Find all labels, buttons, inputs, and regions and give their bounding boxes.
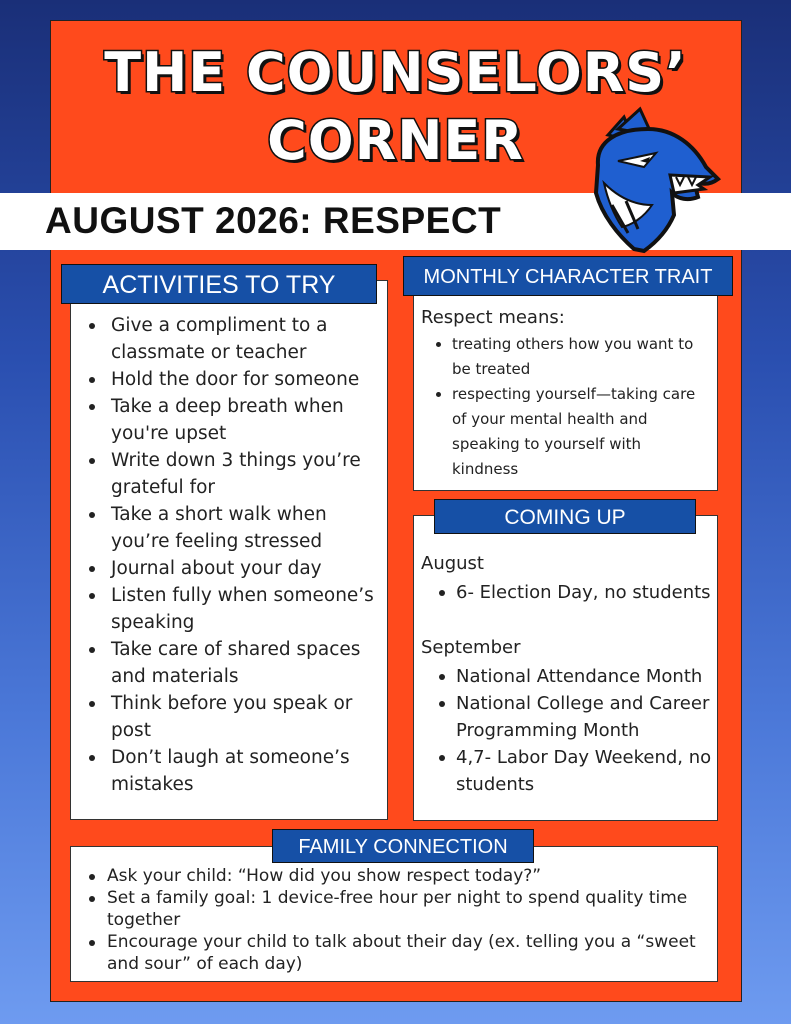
list-item: 4,7- Labor Day Weekend, no students: [414, 744, 714, 798]
family-list: [71, 865, 715, 975]
trait-list: [414, 332, 712, 482]
list-item: Journal about your day: [71, 555, 381, 582]
activities-box: [70, 280, 388, 820]
title-line-1: THE COUNSELORS’: [104, 41, 687, 104]
list-item: treating others how you want to be treated: [414, 332, 712, 382]
list-item: Think before you speak or post: [71, 690, 381, 744]
list-item: Hold the door for someone: [71, 366, 381, 393]
bobcat-head-icon: [578, 105, 723, 255]
list-item: Take a deep breath when you're upset: [71, 393, 381, 447]
september-list: [414, 663, 714, 798]
activities-list: [71, 312, 381, 798]
list-item: Set a family goal: 1 device-free hour per night to spend quality time together: [71, 887, 715, 931]
activities-heading: ACTIVITIES TO TRY: [61, 264, 377, 304]
month-august: August: [421, 553, 484, 574]
month-september: September: [421, 637, 521, 658]
august-list: [414, 579, 714, 606]
list-item: National Attendance Month: [414, 663, 714, 690]
trait-intro: Respect means:: [421, 307, 565, 328]
list-item: Write down 3 things you’re grateful for: [71, 447, 381, 501]
list-item: Listen fully when someone’s speaking: [71, 582, 381, 636]
trait-box: [413, 290, 718, 491]
list-item: 6- Election Day, no students: [414, 579, 714, 606]
list-item: Take care of shared spaces and materials: [71, 636, 381, 690]
month-theme-heading: AUGUST 2026: RESPECT: [45, 200, 502, 241]
family-box: [70, 846, 718, 982]
coming-up-box: [413, 515, 718, 821]
trait-heading: MONTHLY CHARACTER TRAIT: [403, 256, 733, 296]
list-item: National College and Career Programming Month: [414, 690, 714, 744]
list-item: Don’t laugh at someone’s mistakes: [71, 744, 381, 798]
family-heading: FAMILY CONNECTION: [272, 829, 534, 863]
list-item: respecting yourself—taking care of your mental health and speaking to yourself with kindness: [414, 382, 712, 482]
title-line-2: CORNER: [267, 109, 524, 172]
list-item: Take a short walk when you’re feeling stressed: [71, 501, 381, 555]
list-item: Encourage your child to talk about their day (ex. telling you a “sweet and sour” of each day): [71, 931, 715, 975]
list-item: Give a compliment to a classmate or teacher: [71, 312, 381, 366]
coming-up-heading: COMING UP: [434, 499, 696, 534]
list-item: Ask your child: “How did you show respect today?”: [71, 865, 715, 887]
